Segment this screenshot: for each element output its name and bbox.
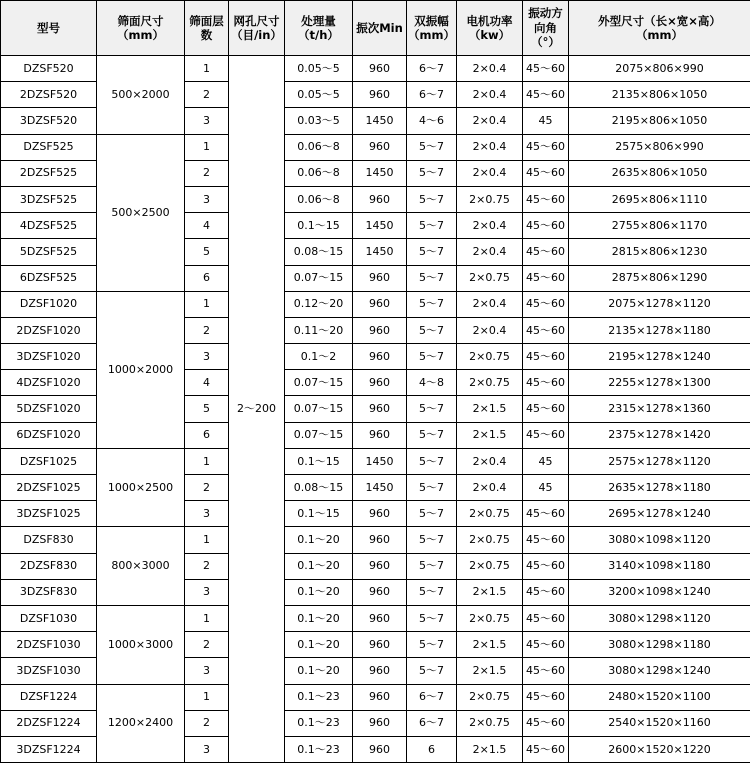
cell-model: 6DZSF1020 [1, 422, 97, 448]
header-main-text: 筛面层数 [186, 14, 227, 43]
column-header-overall-dimensions [569, 1, 750, 56]
cell-screen-size: 1000×2500 [97, 448, 185, 527]
cell-overall-dimensions: 2375×1278×1420 [569, 422, 750, 448]
cell-amplitude: 6～7 [407, 82, 457, 108]
cell-model: 3DZSF1224 [1, 736, 97, 762]
cell-amplitude: 5～7 [407, 160, 457, 186]
cell-frequency: 960 [353, 736, 407, 762]
cell-capacity: 0.1～23 [285, 710, 353, 736]
cell-overall-dimensions: 3080×1298×1240 [569, 658, 750, 684]
cell-frequency: 1450 [353, 108, 407, 134]
header-sub-text: （目/in） [230, 28, 283, 42]
cell-model: DZSF830 [1, 527, 97, 553]
cell-capacity: 0.1～20 [285, 579, 353, 605]
cell-layers: 1 [185, 684, 229, 710]
cell-frequency: 960 [353, 579, 407, 605]
cell-model: 3DZSF1025 [1, 501, 97, 527]
cell-layers: 3 [185, 736, 229, 762]
cell-vibration-angle: 45～60 [523, 422, 569, 448]
cell-model: DZSF1030 [1, 605, 97, 631]
header-main-text: 筛面尺寸 [98, 14, 183, 28]
cell-model: 3DZSF525 [1, 186, 97, 212]
cell-amplitude: 5～7 [407, 501, 457, 527]
cell-overall-dimensions: 3080×1098×1120 [569, 527, 750, 553]
cell-frequency: 960 [353, 56, 407, 82]
cell-vibration-angle: 45～60 [523, 736, 569, 762]
cell-model: 4DZSF1020 [1, 370, 97, 396]
cell-motor-power: 2×0.4 [457, 213, 523, 239]
cell-amplitude: 6～7 [407, 56, 457, 82]
cell-capacity: 0.1～15 [285, 501, 353, 527]
cell-amplitude: 5～7 [407, 396, 457, 422]
cell-model: DZSF1025 [1, 448, 97, 474]
table-body [1, 56, 750, 763]
cell-capacity: 0.1～20 [285, 527, 353, 553]
cell-overall-dimensions: 3080×1298×1120 [569, 605, 750, 631]
cell-frequency: 1450 [353, 448, 407, 474]
cell-capacity: 0.06～8 [285, 160, 353, 186]
cell-overall-dimensions: 3080×1298×1180 [569, 632, 750, 658]
cell-layers: 3 [185, 579, 229, 605]
column-header-amplitude [407, 1, 457, 56]
cell-frequency: 1450 [353, 160, 407, 186]
cell-vibration-angle: 45～60 [523, 160, 569, 186]
cell-overall-dimensions: 2075×806×990 [569, 56, 750, 82]
cell-vibration-angle: 45 [523, 448, 569, 474]
cell-layers: 3 [185, 186, 229, 212]
cell-capacity: 0.1～15 [285, 213, 353, 239]
cell-amplitude: 6～7 [407, 684, 457, 710]
cell-motor-power: 2×0.75 [457, 265, 523, 291]
cell-capacity: 0.1～2 [285, 344, 353, 370]
cell-capacity: 0.08～15 [285, 475, 353, 501]
cell-overall-dimensions: 2815×806×1230 [569, 239, 750, 265]
cell-layers: 1 [185, 56, 229, 82]
cell-frequency: 1450 [353, 239, 407, 265]
cell-overall-dimensions: 2480×1520×1100 [569, 684, 750, 710]
cell-motor-power: 2×0.75 [457, 501, 523, 527]
header-main-text: 电机功率 [458, 14, 521, 28]
cell-motor-power: 2×1.5 [457, 658, 523, 684]
cell-vibration-angle: 45～60 [523, 579, 569, 605]
cell-capacity: 0.1～15 [285, 448, 353, 474]
cell-layers: 3 [185, 501, 229, 527]
cell-overall-dimensions: 3200×1098×1240 [569, 579, 750, 605]
cell-capacity: 0.12～20 [285, 291, 353, 317]
cell-motor-power: 2×0.75 [457, 684, 523, 710]
cell-motor-power: 2×0.75 [457, 527, 523, 553]
cell-frequency: 960 [353, 684, 407, 710]
cell-screen-size: 1200×2400 [97, 684, 185, 763]
cell-screen-size: 500×2500 [97, 134, 185, 291]
cell-frequency: 960 [353, 422, 407, 448]
cell-vibration-angle: 45～60 [523, 632, 569, 658]
table-row [1, 448, 750, 474]
cell-model: DZSF1020 [1, 291, 97, 317]
cell-frequency: 960 [353, 265, 407, 291]
column-header-motor-power [457, 1, 523, 56]
header-sub-text: （mm） [98, 28, 183, 42]
header-sub-text: （kw） [458, 28, 521, 42]
cell-motor-power: 2×1.5 [457, 736, 523, 762]
cell-model: DZSF520 [1, 56, 97, 82]
cell-screen-size: 1000×2000 [97, 291, 185, 448]
cell-motor-power: 2×0.4 [457, 82, 523, 108]
cell-capacity: 0.03～5 [285, 108, 353, 134]
cell-motor-power: 2×0.4 [457, 56, 523, 82]
cell-screen-size: 800×3000 [97, 527, 185, 606]
cell-motor-power: 2×0.75 [457, 553, 523, 579]
cell-motor-power: 2×0.75 [457, 710, 523, 736]
header-main-text: 外型尺寸（长×宽×高） [570, 14, 749, 28]
cell-overall-dimensions: 2135×1278×1180 [569, 317, 750, 343]
cell-model: 6DZSF525 [1, 265, 97, 291]
cell-overall-dimensions: 3140×1098×1180 [569, 553, 750, 579]
cell-motor-power: 2×0.4 [457, 291, 523, 317]
cell-overall-dimensions: 2195×1278×1240 [569, 344, 750, 370]
cell-amplitude: 5～7 [407, 213, 457, 239]
cell-overall-dimensions: 2755×806×1170 [569, 213, 750, 239]
cell-frequency: 960 [353, 291, 407, 317]
cell-layers: 2 [185, 317, 229, 343]
cell-vibration-angle: 45～60 [523, 186, 569, 212]
cell-overall-dimensions: 2255×1278×1300 [569, 370, 750, 396]
cell-vibration-angle: 45～60 [523, 317, 569, 343]
header-main-text: 处理量 [286, 14, 351, 28]
header-sub-text: （t/h） [286, 28, 351, 42]
cell-capacity: 0.1～20 [285, 553, 353, 579]
cell-capacity: 0.06～8 [285, 186, 353, 212]
cell-vibration-angle: 45～60 [523, 82, 569, 108]
cell-capacity: 0.05～5 [285, 56, 353, 82]
cell-amplitude: 5～7 [407, 658, 457, 684]
header-sub-text: （°） [524, 35, 567, 49]
cell-overall-dimensions: 2695×1278×1240 [569, 501, 750, 527]
cell-frequency: 960 [353, 344, 407, 370]
cell-overall-dimensions: 2635×806×1050 [569, 160, 750, 186]
cell-amplitude: 5～7 [407, 186, 457, 212]
cell-frequency: 960 [353, 632, 407, 658]
cell-frequency: 960 [353, 710, 407, 736]
cell-amplitude: 5～7 [407, 448, 457, 474]
header-main-text: 振动方向角 [524, 6, 567, 35]
cell-amplitude: 6～7 [407, 710, 457, 736]
table-header [1, 1, 750, 56]
cell-vibration-angle: 45～60 [523, 344, 569, 370]
cell-amplitude: 6 [407, 736, 457, 762]
cell-model: 2DZSF1224 [1, 710, 97, 736]
cell-model: DZSF1224 [1, 684, 97, 710]
cell-layers: 3 [185, 658, 229, 684]
header-main-text: 双振幅 [408, 14, 455, 28]
cell-model: 3DZSF1020 [1, 344, 97, 370]
cell-amplitude: 5～7 [407, 605, 457, 631]
cell-vibration-angle: 45～60 [523, 291, 569, 317]
cell-model: 5DZSF1020 [1, 396, 97, 422]
cell-motor-power: 2×1.5 [457, 632, 523, 658]
cell-capacity: 0.08～15 [285, 239, 353, 265]
cell-mesh-size: 2～200 [229, 56, 285, 763]
cell-motor-power: 2×0.4 [457, 239, 523, 265]
cell-overall-dimensions: 2315×1278×1360 [569, 396, 750, 422]
table-row [1, 134, 750, 160]
column-header-vibration-angle [523, 1, 569, 56]
cell-capacity: 0.07～15 [285, 422, 353, 448]
cell-frequency: 960 [353, 134, 407, 160]
cell-motor-power: 2×0.4 [457, 108, 523, 134]
table-row [1, 605, 750, 631]
cell-vibration-angle: 45～60 [523, 396, 569, 422]
cell-motor-power: 2×0.75 [457, 605, 523, 631]
cell-model: 2DZSF830 [1, 553, 97, 579]
column-header-frequency [353, 1, 407, 56]
cell-overall-dimensions: 2635×1278×1180 [569, 475, 750, 501]
cell-vibration-angle: 45～60 [523, 370, 569, 396]
cell-layers: 2 [185, 710, 229, 736]
cell-capacity: 0.07～15 [285, 396, 353, 422]
cell-frequency: 960 [353, 501, 407, 527]
cell-amplitude: 5～7 [407, 134, 457, 160]
cell-frequency: 960 [353, 370, 407, 396]
cell-amplitude: 5～7 [407, 291, 457, 317]
cell-vibration-angle: 45～60 [523, 56, 569, 82]
cell-layers: 4 [185, 370, 229, 396]
cell-overall-dimensions: 2695×806×1110 [569, 186, 750, 212]
cell-amplitude: 5～7 [407, 422, 457, 448]
cell-frequency: 960 [353, 553, 407, 579]
cell-layers: 1 [185, 527, 229, 553]
cell-layers: 2 [185, 160, 229, 186]
cell-amplitude: 5～7 [407, 344, 457, 370]
cell-layers: 5 [185, 239, 229, 265]
cell-capacity: 0.1～23 [285, 736, 353, 762]
cell-model: 2DZSF1020 [1, 317, 97, 343]
cell-frequency: 960 [353, 527, 407, 553]
cell-layers: 4 [185, 213, 229, 239]
column-header-screen-size [97, 1, 185, 56]
cell-layers: 6 [185, 265, 229, 291]
cell-model: 3DZSF520 [1, 108, 97, 134]
cell-capacity: 0.1～20 [285, 632, 353, 658]
column-header-layers [185, 1, 229, 56]
cell-layers: 1 [185, 605, 229, 631]
cell-vibration-angle: 45～60 [523, 134, 569, 160]
table-row [1, 684, 750, 710]
cell-motor-power: 2×0.75 [457, 370, 523, 396]
header-sub-text: （mm） [570, 28, 749, 42]
header-sub-text: （mm） [408, 28, 455, 42]
cell-overall-dimensions: 2195×806×1050 [569, 108, 750, 134]
cell-layers: 3 [185, 108, 229, 134]
cell-motor-power: 2×0.4 [457, 134, 523, 160]
cell-motor-power: 2×0.75 [457, 344, 523, 370]
cell-amplitude: 5～7 [407, 239, 457, 265]
cell-motor-power: 2×1.5 [457, 422, 523, 448]
cell-layers: 2 [185, 632, 229, 658]
cell-screen-size: 1000×3000 [97, 605, 185, 684]
cell-capacity: 0.11～20 [285, 317, 353, 343]
table-row [1, 56, 750, 82]
header-main-text: 振次Min [354, 21, 405, 35]
cell-frequency: 1450 [353, 475, 407, 501]
cell-vibration-angle: 45 [523, 108, 569, 134]
cell-amplitude: 5～7 [407, 475, 457, 501]
cell-amplitude: 4～8 [407, 370, 457, 396]
cell-capacity: 0.1～20 [285, 658, 353, 684]
cell-overall-dimensions: 2135×806×1050 [569, 82, 750, 108]
cell-capacity: 0.06～8 [285, 134, 353, 160]
cell-model: 2DZSF1025 [1, 475, 97, 501]
cell-layers: 1 [185, 291, 229, 317]
cell-layers: 2 [185, 82, 229, 108]
cell-vibration-angle: 45～60 [523, 501, 569, 527]
cell-layers: 1 [185, 448, 229, 474]
cell-motor-power: 2×0.4 [457, 160, 523, 186]
cell-vibration-angle: 45 [523, 475, 569, 501]
cell-overall-dimensions: 2600×1520×1220 [569, 736, 750, 762]
cell-frequency: 960 [353, 317, 407, 343]
cell-motor-power: 2×0.4 [457, 448, 523, 474]
cell-overall-dimensions: 2575×806×990 [569, 134, 750, 160]
cell-layers: 1 [185, 134, 229, 160]
table-row [1, 527, 750, 553]
cell-capacity: 0.1～20 [285, 605, 353, 631]
cell-vibration-angle: 45～60 [523, 553, 569, 579]
header-row [1, 1, 750, 56]
column-header-capacity [285, 1, 353, 56]
cell-model: 5DZSF525 [1, 239, 97, 265]
cell-vibration-angle: 45～60 [523, 213, 569, 239]
cell-layers: 3 [185, 344, 229, 370]
cell-amplitude: 5～7 [407, 579, 457, 605]
cell-layers: 5 [185, 396, 229, 422]
cell-motor-power: 2×0.75 [457, 186, 523, 212]
cell-model: DZSF525 [1, 134, 97, 160]
cell-model: 4DZSF525 [1, 213, 97, 239]
cell-vibration-angle: 45～60 [523, 239, 569, 265]
cell-motor-power: 2×0.4 [457, 317, 523, 343]
cell-frequency: 960 [353, 186, 407, 212]
cell-amplitude: 4～6 [407, 108, 457, 134]
cell-vibration-angle: 45～60 [523, 605, 569, 631]
column-header-mesh-size [229, 1, 285, 56]
cell-capacity: 0.05～5 [285, 82, 353, 108]
cell-overall-dimensions: 2575×1278×1120 [569, 448, 750, 474]
cell-layers: 2 [185, 475, 229, 501]
cell-capacity: 0.07～15 [285, 265, 353, 291]
cell-capacity: 0.07～15 [285, 370, 353, 396]
cell-motor-power: 2×1.5 [457, 396, 523, 422]
cell-motor-power: 2×1.5 [457, 579, 523, 605]
cell-frequency: 960 [353, 396, 407, 422]
cell-amplitude: 5～7 [407, 632, 457, 658]
cell-frequency: 960 [353, 658, 407, 684]
cell-vibration-angle: 45～60 [523, 527, 569, 553]
cell-amplitude: 5～7 [407, 553, 457, 579]
cell-model: 2DZSF525 [1, 160, 97, 186]
cell-overall-dimensions: 2540×1520×1160 [569, 710, 750, 736]
cell-frequency: 960 [353, 605, 407, 631]
cell-overall-dimensions: 2875×806×1290 [569, 265, 750, 291]
cell-model: 2DZSF1030 [1, 632, 97, 658]
header-main-text: 网孔尺寸 [230, 14, 283, 28]
cell-amplitude: 5～7 [407, 265, 457, 291]
cell-layers: 6 [185, 422, 229, 448]
cell-amplitude: 5～7 [407, 317, 457, 343]
cell-vibration-angle: 45～60 [523, 658, 569, 684]
cell-motor-power: 2×0.4 [457, 475, 523, 501]
cell-amplitude: 5～7 [407, 527, 457, 553]
cell-frequency: 960 [353, 82, 407, 108]
cell-vibration-angle: 45～60 [523, 265, 569, 291]
cell-layers: 2 [185, 553, 229, 579]
cell-model: 2DZSF520 [1, 82, 97, 108]
cell-capacity: 0.1～23 [285, 684, 353, 710]
table-row [1, 291, 750, 317]
cell-vibration-angle: 45～60 [523, 684, 569, 710]
cell-vibration-angle: 45～60 [523, 710, 569, 736]
column-header-model [1, 1, 97, 56]
header-main-text: 型号 [2, 21, 95, 35]
cell-overall-dimensions: 2075×1278×1120 [569, 291, 750, 317]
cell-frequency: 1450 [353, 213, 407, 239]
cell-screen-size: 500×2000 [97, 56, 185, 135]
cell-model: 3DZSF830 [1, 579, 97, 605]
cell-model: 3DZSF1030 [1, 658, 97, 684]
